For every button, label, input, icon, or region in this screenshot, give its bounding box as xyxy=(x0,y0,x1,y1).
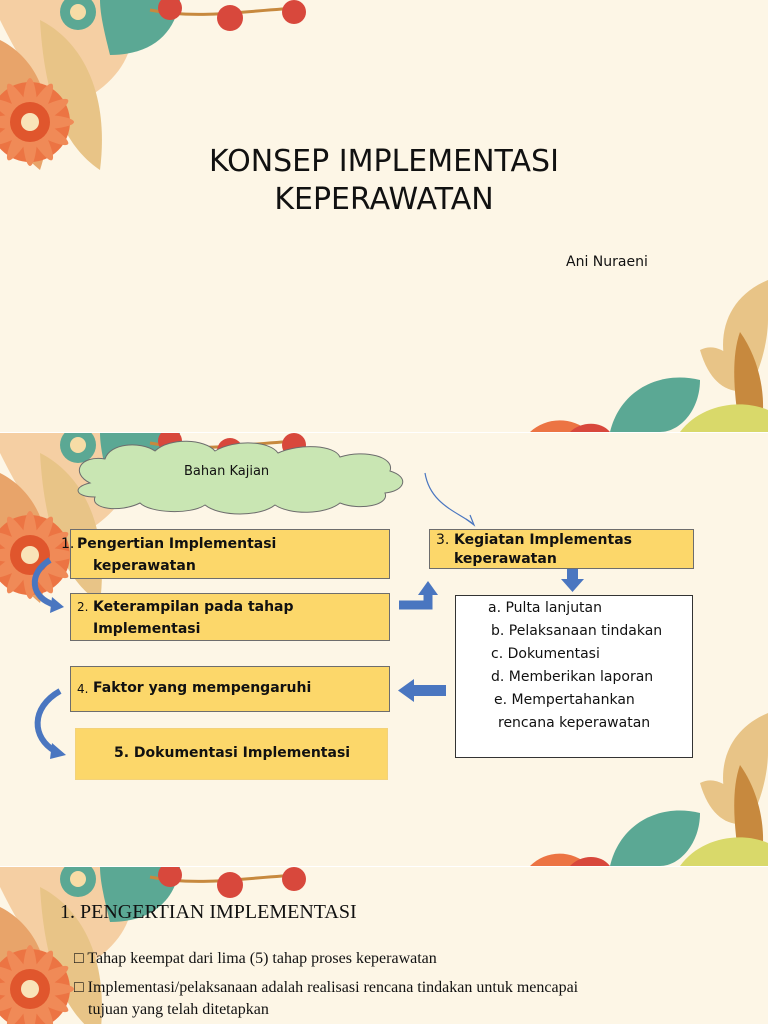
list-item: a. Pulta lanjutan xyxy=(488,600,603,616)
topic-number-1: 1. xyxy=(61,536,75,552)
topic-text-3a: Kegiatan Implementas xyxy=(454,532,632,548)
bullet-text-2a: Implementasi/pelaksanaan adalah realisasi rencana tindakan untuk mencapai xyxy=(87,979,579,996)
topic-number-2: 2. xyxy=(77,600,89,614)
activity-list xyxy=(455,595,693,758)
section-heading: 1. PENGERTIAN IMPLEMENTASI xyxy=(60,901,357,923)
author-name: Ani Nuraeni xyxy=(566,254,648,270)
bullet-glyph: □ xyxy=(74,979,84,996)
title-slide xyxy=(0,0,768,432)
list-item: rencana keperawatan xyxy=(498,715,651,731)
topic-text-4: Faktor yang mempengaruhi xyxy=(93,680,312,696)
title-line-2: KEPERAWATAN xyxy=(274,182,494,217)
cloud-label: Bahan Kajian xyxy=(184,464,270,479)
bahan-kajian-slide xyxy=(0,433,768,866)
list-item: c. Dokumentasi xyxy=(491,646,600,662)
list-item: e. Mempertahankan xyxy=(494,692,635,708)
list-item: b. Pelaksanaan tindakan xyxy=(491,623,663,639)
topic-text-1b: keperawatan xyxy=(93,558,196,574)
page-title xyxy=(0,143,768,219)
topic-number-3: 3. xyxy=(436,532,450,548)
bullet-item-2 xyxy=(74,977,578,999)
title-line-1: KONSEP IMPLEMENTASI xyxy=(209,144,559,179)
topic-text-2b: Implementasi xyxy=(93,621,201,637)
topic-box-3 xyxy=(429,529,694,569)
topic-box-1 xyxy=(61,529,390,579)
topic-text-2a: Keterampilan pada tahap xyxy=(93,599,294,615)
list-item: d. Memberikan laporan xyxy=(491,669,654,685)
topic-box-4 xyxy=(70,666,390,712)
bullet-glyph: □ xyxy=(74,950,84,967)
bullet-item-1 xyxy=(74,948,437,970)
topic-text-1a: Pengertian Implementasi xyxy=(77,536,277,552)
bullet-text-1: Tahap keempat dari lima (5) tahap proses keperawatan xyxy=(87,950,437,967)
topic-text-5: 5. Dokumentasi Implementasi xyxy=(114,745,351,761)
topic-box-2 xyxy=(70,593,390,641)
topic-text-3b: keperawatan xyxy=(454,551,557,567)
pengertian-slide xyxy=(0,867,768,1024)
bullet-text-2b: tujuan yang telah ditetapkan xyxy=(88,1001,269,1018)
topic-number-4: 4. xyxy=(77,682,89,696)
topic-box-5 xyxy=(75,728,388,780)
